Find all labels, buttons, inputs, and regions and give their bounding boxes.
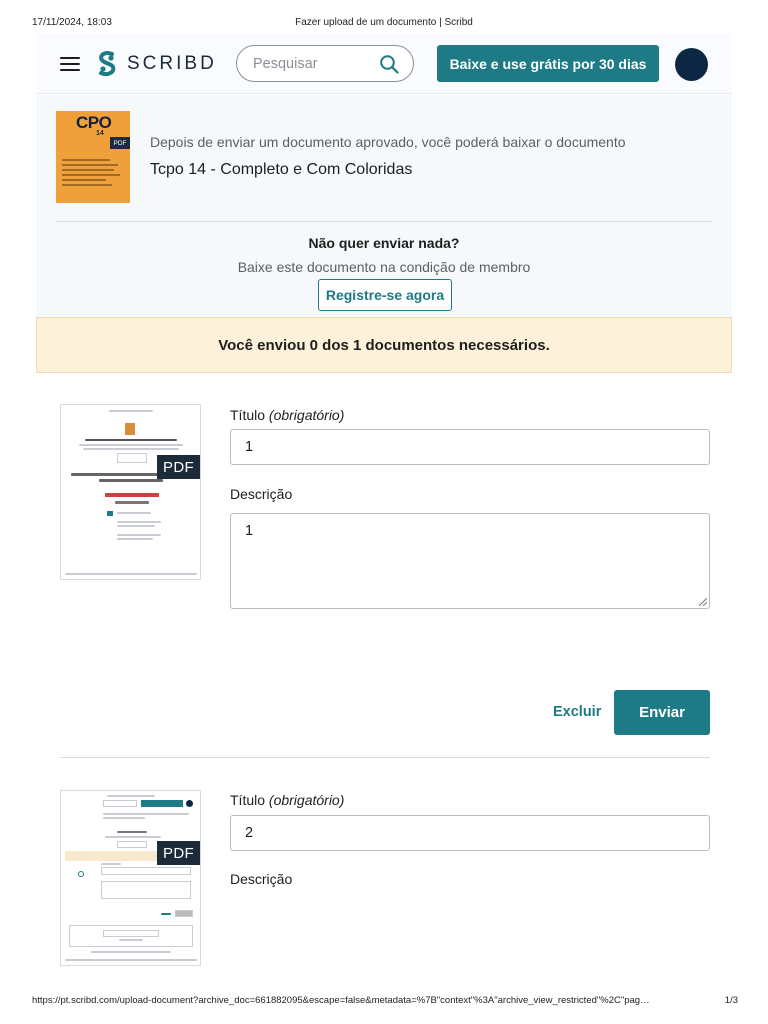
free-trial-button[interactable]: Baixe e use grátis por 30 dias	[437, 45, 659, 82]
upload-thumbnail[interactable]	[60, 790, 201, 966]
document-title[interactable]: Tcpo 14 - Completo e Com Coloridas	[150, 161, 413, 178]
print-url: https://pt.scribd.com/upload-document?archive_doc=661882095&escape=false&metadata=%7B"context"%3A"archive_view_restricted"%2C"pag…	[32, 995, 650, 1006]
title-input[interactable]	[230, 429, 710, 465]
panel-divider	[56, 221, 712, 222]
cover-text-lines	[62, 159, 122, 189]
print-page-number: 1/3	[724, 995, 738, 1006]
search-icon[interactable]	[379, 54, 399, 74]
user-avatar[interactable]	[675, 48, 708, 81]
no-upload-subtitle: Baixe este documento na condição de membro	[237, 259, 531, 275]
title-label	[230, 792, 344, 808]
description-label: Descrição	[230, 871, 293, 887]
description-label: Descrição	[230, 486, 293, 502]
title-required-hint: (obrigatório)	[268, 792, 345, 808]
print-datetime: 17/11/2024, 18:03	[32, 17, 112, 28]
upload-page	[36, 34, 732, 992]
search-input[interactable]	[253, 54, 373, 74]
document-cover[interactable]	[56, 111, 130, 203]
resize-grip-icon[interactable]	[699, 598, 707, 606]
delete-button[interactable]: Excluir	[553, 704, 602, 720]
print-header	[0, 17, 768, 31]
item-divider	[60, 757, 710, 758]
cover-number: 14	[96, 130, 104, 137]
no-upload-question: Não quer enviar nada?	[308, 235, 460, 251]
upload-item-1	[36, 404, 732, 764]
title-required-hint: (obrigatório)	[268, 407, 345, 423]
title-input[interactable]	[230, 815, 710, 851]
cover-pdf-badge: PDF	[110, 137, 130, 149]
title-input-value: 2	[245, 825, 254, 841]
print-footer	[0, 995, 768, 1009]
upload-progress-banner: Você enviou 0 dos 1 documentos necessários.	[36, 317, 732, 373]
top-navbar	[36, 34, 732, 94]
title-label-text: Título	[230, 792, 266, 808]
print-page-title: Fazer upload de um documento | Scribd	[295, 17, 473, 28]
title-label	[230, 407, 344, 423]
title-input-value: 1	[245, 439, 254, 455]
cover-title: CPO	[76, 113, 112, 132]
document-caption: Depois de enviar um documento aprovado, você poderá baixar o documento	[150, 134, 626, 150]
description-textarea[interactable]	[230, 513, 710, 609]
scribd-logo-icon	[96, 51, 118, 77]
logo-wordmark: SCRIBD	[127, 53, 217, 74]
search-box[interactable]	[236, 45, 414, 82]
scribd-logo[interactable]	[96, 51, 217, 77]
title-label-text: Título	[230, 407, 266, 423]
document-panel	[36, 95, 732, 317]
pdf-badge: PDF	[157, 841, 200, 865]
submit-button[interactable]: Enviar	[614, 690, 710, 735]
register-now-button[interactable]: Registre-se agora	[318, 279, 452, 311]
upload-thumbnail[interactable]	[60, 404, 201, 580]
pdf-badge: PDF	[157, 455, 200, 479]
upload-item-2	[36, 790, 732, 992]
description-value: 1	[245, 523, 254, 539]
hamburger-icon[interactable]	[60, 56, 80, 72]
